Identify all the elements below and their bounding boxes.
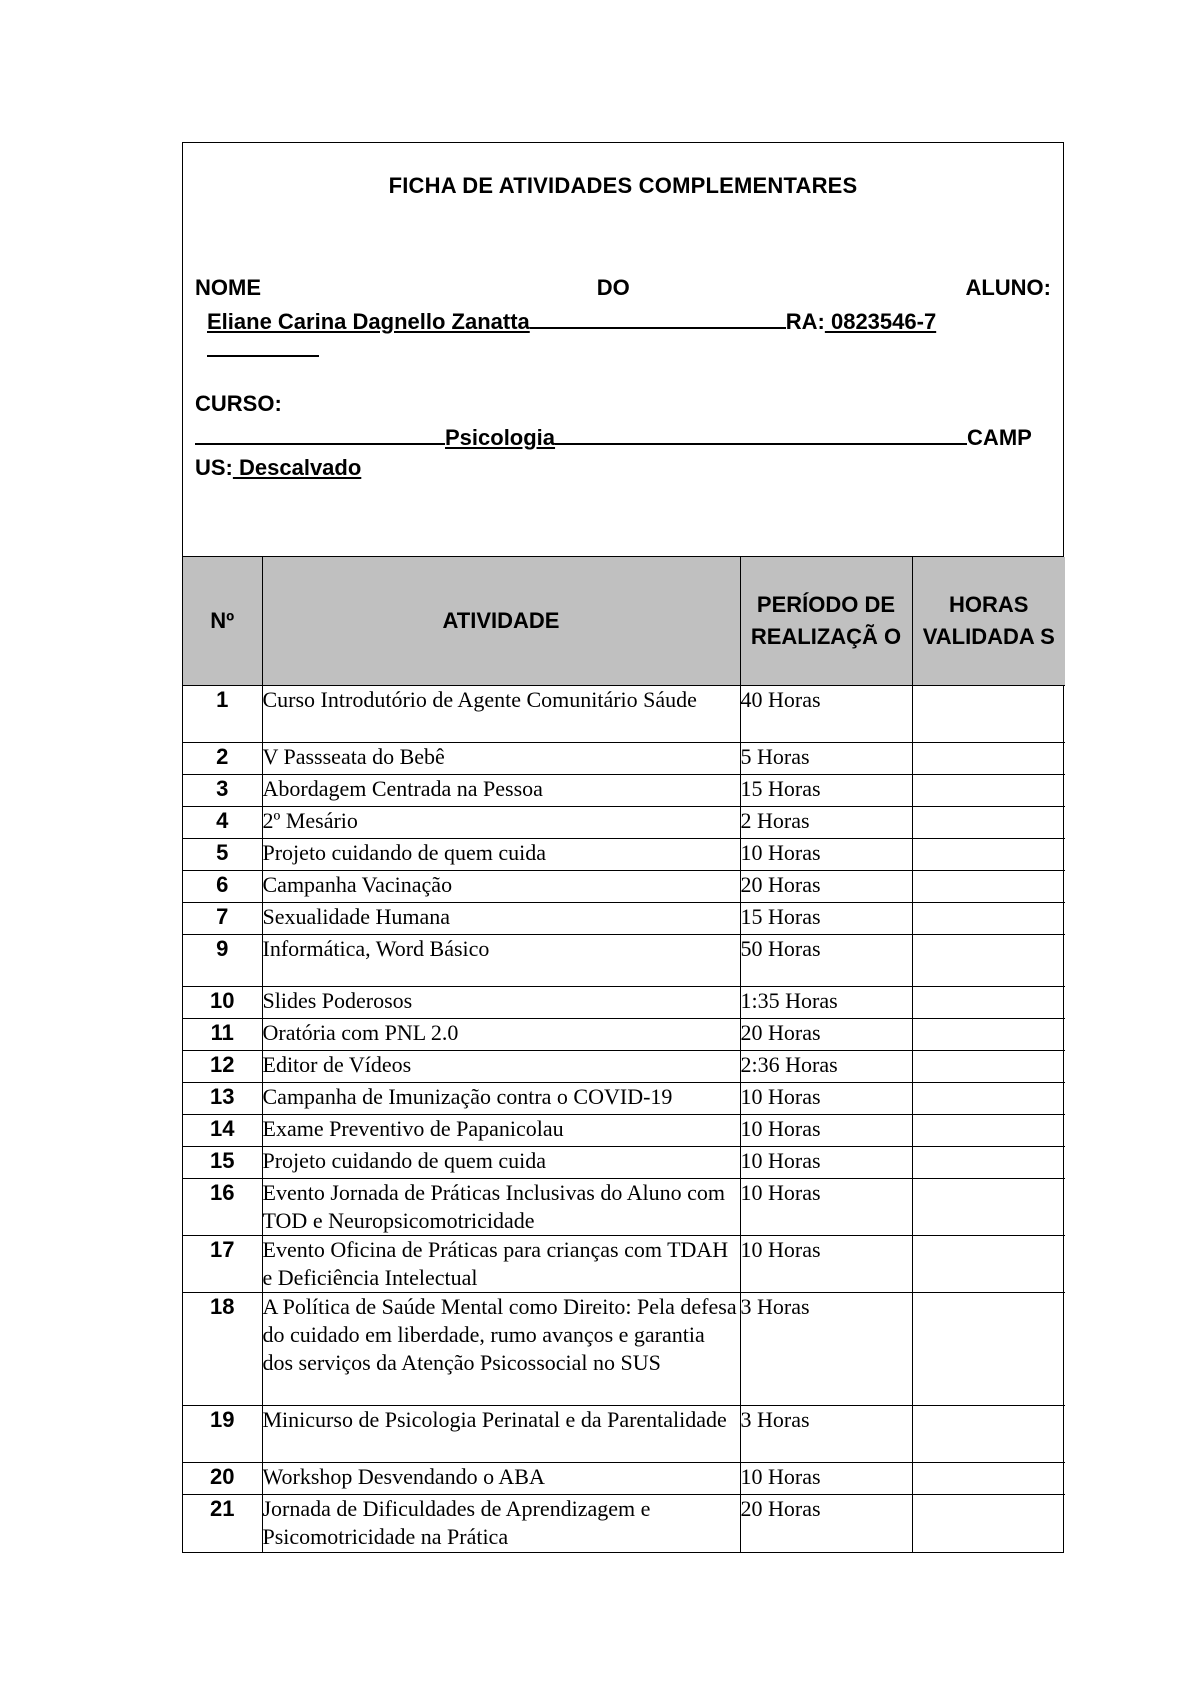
table-row: [183, 1051, 1065, 1083]
row-activity: Informática, Word Básico: [262, 935, 740, 987]
row-number: 18: [183, 1293, 262, 1406]
row-validated-hours: [912, 1236, 1065, 1293]
row-number: 15: [183, 1147, 262, 1179]
row-period: 2:36 Horas: [740, 1051, 912, 1083]
row-number: 21: [183, 1495, 262, 1552]
do-label: DO: [596, 275, 630, 300]
row-validated-hours: [912, 839, 1065, 871]
student-name-label-row: [195, 275, 1051, 301]
row-period: 2 Horas: [740, 807, 912, 839]
row-activity: Campanha Vacinação: [262, 871, 740, 903]
row-number: 11: [183, 1019, 262, 1051]
row-activity: 2º Mesário: [262, 807, 740, 839]
header-horas: HORAS VALIDADA S: [912, 557, 1065, 686]
row-period: 10 Horas: [740, 1463, 912, 1495]
curso-blank-right: [555, 423, 967, 445]
table-row: [183, 871, 1065, 903]
row-number: 19: [183, 1406, 262, 1463]
row-number: 3: [183, 775, 262, 807]
student-name-value: Eliane Carina Dagnello Zanatta: [207, 309, 530, 334]
row-validated-hours: [912, 1147, 1065, 1179]
row-activity: Abordagem Centrada na Pessoa: [262, 775, 740, 807]
row-activity: Projeto cuidando de quem cuida: [262, 839, 740, 871]
row-period: 5 Horas: [740, 743, 912, 775]
row-validated-hours: [912, 871, 1065, 903]
row-number: 12: [183, 1051, 262, 1083]
row-number: 13: [183, 1083, 262, 1115]
row-period: 1:35 Horas: [740, 987, 912, 1019]
row-number: 4: [183, 807, 262, 839]
curso-row: [195, 423, 1051, 451]
row-validated-hours: [912, 686, 1065, 743]
header-num: Nº: [183, 557, 262, 686]
header-periodo: PERÍODO DE REALIZAÇÃ O: [740, 557, 912, 686]
row-activity: Evento Oficina de Práticas para crianças com TDAH e Deficiência Intelectual: [262, 1236, 740, 1293]
table-row: [183, 839, 1065, 871]
row-period: 20 Horas: [740, 871, 912, 903]
table-row: [183, 1463, 1065, 1495]
table-row: [183, 935, 1065, 987]
table-row: [183, 1293, 1065, 1406]
row-validated-hours: [912, 935, 1065, 987]
table-row: [183, 775, 1065, 807]
row-period: 10 Horas: [740, 839, 912, 871]
row-period: 20 Horas: [740, 1019, 912, 1051]
table-row: [183, 987, 1065, 1019]
row-period: 15 Horas: [740, 903, 912, 935]
activities-form: [182, 142, 1064, 1553]
aluno-label: ALUNO:: [965, 275, 1051, 300]
table-row: [183, 686, 1065, 743]
row-activity: Exame Preventivo de Papanicolau: [262, 1115, 740, 1147]
row-activity: Minicurso de Psicologia Perinatal e da Parentalidade: [262, 1406, 740, 1463]
curso-label: CURSO:: [195, 391, 282, 416]
campus-label-part2: US:: [195, 455, 233, 480]
table-row: [183, 1147, 1065, 1179]
ra-value: 0823546-7: [824, 309, 937, 334]
row-period: 3 Horas: [740, 1406, 912, 1463]
row-validated-hours: [912, 1083, 1065, 1115]
row-validated-hours: [912, 1051, 1065, 1083]
row-number: 2: [183, 743, 262, 775]
nome-label: NOME: [195, 275, 261, 300]
row-validated-hours: [912, 1293, 1065, 1406]
table-row: [183, 1019, 1065, 1051]
table-row: [183, 1083, 1065, 1115]
row-activity: A Política de Saúde Mental como Direito: Pela defesa do cuidado em liberdade, rumo avanços e garantia dos serviços da Atenção Psicossocial no SUS: [262, 1293, 740, 1406]
table-row: [183, 743, 1065, 775]
row-activity: Sexualidade Humana: [262, 903, 740, 935]
form-header: [183, 143, 1063, 557]
row-validated-hours: [912, 903, 1065, 935]
table-row: [183, 1495, 1065, 1552]
row-period: 3 Horas: [740, 1293, 912, 1406]
row-activity: Curso Introdutório de Agente Comunitário Sáude: [262, 686, 740, 743]
student-name-row: [207, 307, 1051, 335]
row-number: 10: [183, 987, 262, 1019]
row-period: 40 Horas: [740, 686, 912, 743]
row-number: 14: [183, 1115, 262, 1147]
row-period: 10 Horas: [740, 1115, 912, 1147]
curso-blank-left: [195, 423, 445, 445]
row-number: 20: [183, 1463, 262, 1495]
table-row: [183, 903, 1065, 935]
row-validated-hours: [912, 1179, 1065, 1236]
row-number: 6: [183, 871, 262, 903]
row-validated-hours: [912, 807, 1065, 839]
curso-label-row: [195, 391, 1051, 417]
row-activity: Editor de Vídeos: [262, 1051, 740, 1083]
ra-label: RA:: [785, 309, 825, 334]
header-atividade: ATIVIDADE: [262, 557, 740, 686]
row-validated-hours: [912, 1019, 1065, 1051]
table-body: [183, 686, 1065, 1552]
name-blank-line: [530, 307, 786, 329]
curso-value: Psicologia: [445, 425, 556, 450]
row-period: 15 Horas: [740, 775, 912, 807]
row-period: 50 Horas: [740, 935, 912, 987]
table-row: [183, 1115, 1065, 1147]
campus-label-part1: CAMP: [967, 425, 1032, 450]
row-activity: Oratória com PNL 2.0: [262, 1019, 740, 1051]
row-activity: Campanha de Imunização contra o COVID-19: [262, 1083, 740, 1115]
row-period: 10 Horas: [740, 1147, 912, 1179]
row-activity: Projeto cuidando de quem cuida: [262, 1147, 740, 1179]
row-number: 5: [183, 839, 262, 871]
row-number: 16: [183, 1179, 262, 1236]
row-number: 1: [183, 686, 262, 743]
row-validated-hours: [912, 987, 1065, 1019]
row-validated-hours: [912, 743, 1065, 775]
form-title: FICHA DE ATIVIDADES COMPLEMENTARES: [388, 173, 858, 198]
row-activity: V Passseata do Bebê: [262, 743, 740, 775]
table-row: [183, 1236, 1065, 1293]
table-row: [183, 1406, 1065, 1463]
campus-value: Descalvado: [232, 455, 362, 480]
row-validated-hours: [912, 1406, 1065, 1463]
row-validated-hours: [912, 775, 1065, 807]
row-period: 10 Horas: [740, 1236, 912, 1293]
name-continuation-blank: [207, 335, 1051, 363]
row-validated-hours: [912, 1463, 1065, 1495]
campus-row: [195, 455, 1051, 481]
table-header-row: [183, 557, 1065, 686]
row-period: 10 Horas: [740, 1083, 912, 1115]
row-activity: Workshop Desvendando o ABA: [262, 1463, 740, 1495]
row-validated-hours: [912, 1495, 1065, 1552]
row-activity: Evento Jornada de Práticas Inclusivas do Aluno com TOD e Neuropsicomotricidade: [262, 1179, 740, 1236]
table-row: [183, 1179, 1065, 1236]
row-number: 7: [183, 903, 262, 935]
row-activity: Jornada de Dificuldades de Aprendizagem e Psicomotricidade na Prática: [262, 1495, 740, 1552]
row-validated-hours: [912, 1115, 1065, 1147]
row-number: 17: [183, 1236, 262, 1293]
row-period: 20 Horas: [740, 1495, 912, 1552]
row-number: 9: [183, 935, 262, 987]
activities-table: [183, 557, 1065, 1552]
row-activity: Slides Poderosos: [262, 987, 740, 1019]
ra-blank-line: [207, 335, 319, 357]
row-period: 10 Horas: [740, 1179, 912, 1236]
table-row: [183, 807, 1065, 839]
